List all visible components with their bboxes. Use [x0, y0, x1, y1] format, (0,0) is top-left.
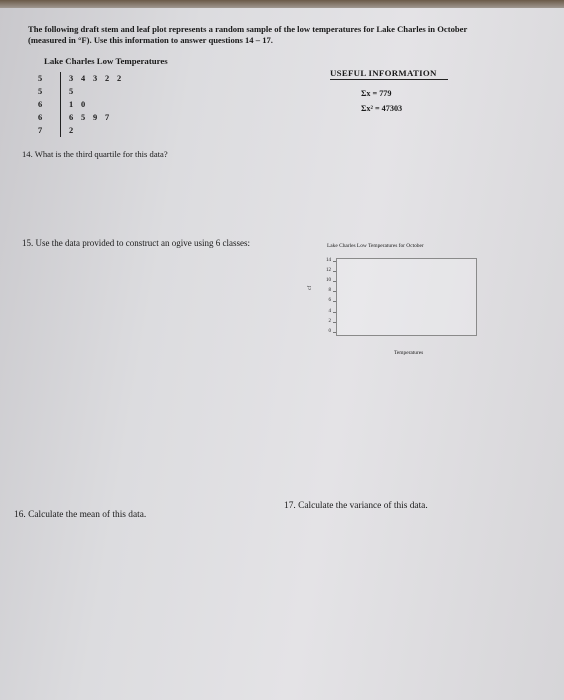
leaf-digit: 9: [93, 113, 98, 122]
leaf-digit: 0: [81, 100, 86, 109]
ogive-y-tick-mark: [333, 301, 336, 302]
ogive-x-label: Temperatures: [394, 350, 424, 356]
stem-leaf-row: [38, 124, 129, 137]
leaf-digit: 2: [69, 126, 74, 135]
stem-leaf-plot: [38, 72, 129, 137]
page-top-edge: [0, 0, 564, 8]
question-15: 15. Use the data provided to construct an ogive using 6 classes:: [22, 238, 250, 248]
stem-value: 7: [38, 124, 61, 137]
leaf-digit: 4: [81, 74, 86, 83]
ogive-y-tick-label: 12: [326, 268, 331, 274]
ogive-y-tick-mark: [333, 261, 336, 262]
ogive-y-tick-label: 6: [328, 298, 331, 304]
ogive-y-tick-mark: [333, 271, 336, 272]
stem-leaf-row: [38, 72, 129, 85]
leaf-values: [61, 85, 130, 98]
leaf-values: [61, 98, 130, 111]
leaf-digit: 1: [69, 100, 74, 109]
ogive-y-tick-label: 14: [326, 258, 331, 263]
sum-x: Σx = 779: [361, 89, 392, 98]
leaf-digit: 7: [105, 113, 110, 122]
leaf-digit: 2: [117, 74, 122, 83]
ogive-y-tick-label: 0: [328, 328, 331, 334]
ogive-y-tick-label: 8: [328, 288, 331, 294]
ogive-y-tick-mark: [333, 332, 336, 333]
stem-value: 5: [38, 85, 61, 98]
stem-value: 6: [38, 111, 61, 124]
stem-leaf-row: [38, 111, 129, 124]
leaf-digit: 2: [105, 74, 110, 83]
stem-leaf-row: [38, 98, 129, 111]
question-16: 16. Calculate the mean of this data.: [14, 510, 147, 520]
useful-info-heading: USEFUL INFORMATION: [330, 68, 448, 80]
leaf-digit: 5: [81, 113, 86, 122]
ogive-y-tick-mark: [333, 291, 336, 292]
stem-leaf-row: [38, 85, 129, 98]
leaf-digit: 6: [69, 113, 74, 122]
question-17: 17. Calculate the variance of this data.: [284, 501, 428, 511]
leaf-digit: 5: [69, 87, 74, 96]
sum-x-squared: Σx² = 47303: [361, 104, 403, 113]
leaf-values: [61, 72, 130, 85]
ogive-y-tick-mark: [333, 322, 336, 323]
ogive-title: Lake Charles Low Temperatures for October: [327, 243, 424, 249]
stem-value: 6: [38, 98, 61, 111]
leaf-values: [61, 111, 130, 124]
ogive-y-tick-label: 4: [328, 308, 331, 314]
ogive-plot-area: [336, 258, 477, 336]
ogive-y-tick-label: 2: [328, 318, 331, 324]
ogive-y-label: cf: [307, 285, 313, 290]
question-14: 14. What is the third quartile for this data?: [22, 149, 168, 159]
leaf-values: [61, 124, 130, 137]
ogive-y-tick-label: 10: [326, 278, 331, 284]
ogive-y-tick-mark: [333, 312, 336, 313]
intro-text: The following draft stem and leaf plot represents a random sample of the low temperatures for Lake Charles in October (measured in °F). Use this information to answer questions 14 – 17.: [28, 24, 468, 45]
leaf-digit: 3: [69, 74, 74, 83]
ogive-y-tick-mark: [333, 281, 336, 282]
leaf-digit: 3: [93, 74, 98, 83]
stem-leaf-title: Lake Charles Low Temperatures: [44, 56, 168, 66]
stem-value: 5: [38, 72, 61, 85]
